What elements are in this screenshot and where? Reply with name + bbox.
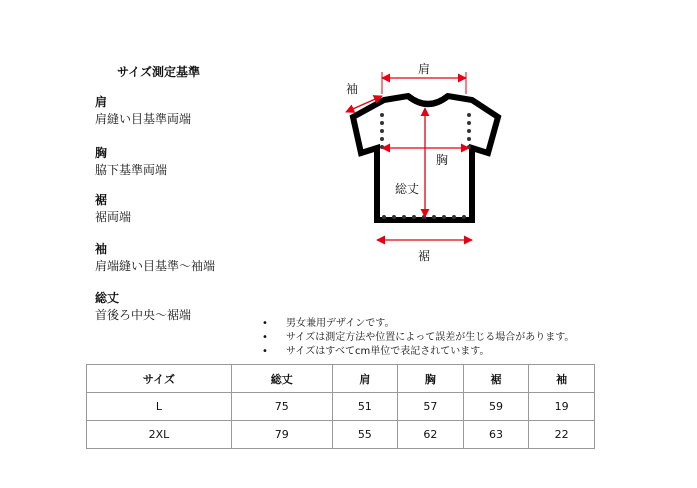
column-header: 裾 bbox=[463, 365, 529, 393]
legend-term: 胸 bbox=[95, 146, 108, 160]
column-header: サイズ bbox=[87, 365, 232, 393]
collar bbox=[408, 96, 448, 104]
legend-term: 裾 bbox=[95, 193, 108, 207]
label-chest: 胸 bbox=[436, 153, 449, 167]
note-item: • 男女兼用デザインです。 bbox=[262, 317, 574, 331]
legend-desc: 肩端縫い目基準～袖端 bbox=[95, 259, 216, 273]
column-header: 総丈 bbox=[231, 365, 332, 393]
legend-term: 肩 bbox=[95, 95, 108, 109]
table-header-row bbox=[87, 365, 595, 393]
label-shoulder: 肩 bbox=[418, 62, 431, 76]
table-cell: 62 bbox=[398, 421, 464, 449]
table-row bbox=[87, 421, 595, 449]
table-cell: L bbox=[87, 393, 232, 421]
table-cell: 19 bbox=[529, 393, 595, 421]
legend-term: 総丈 bbox=[95, 291, 120, 305]
legend-term: 袖 bbox=[95, 242, 108, 256]
table-cell: 57 bbox=[398, 393, 464, 421]
table-cell: 55 bbox=[332, 421, 398, 449]
note-item: • サイズはすべてcm単位で表記されています。 bbox=[262, 345, 574, 359]
label-hem: 裾 bbox=[418, 249, 431, 263]
legend-shoulder bbox=[95, 94, 191, 128]
note-item: • サイズは測定方法や位置によって誤差が生じる場合があります。 bbox=[262, 331, 574, 345]
table-cell: 79 bbox=[231, 421, 332, 449]
column-header: 肩 bbox=[332, 365, 398, 393]
legend-desc: 裾両端 bbox=[95, 210, 132, 224]
legend-desc: 首後ろ中央～裾端 bbox=[95, 308, 192, 322]
table-cell: 75 bbox=[231, 393, 332, 421]
legend-hem bbox=[95, 192, 131, 226]
table-row bbox=[87, 393, 595, 421]
legend-length bbox=[95, 290, 191, 324]
table-cell: 51 bbox=[332, 393, 398, 421]
column-header: 袖 bbox=[529, 365, 595, 393]
table-cell: 59 bbox=[463, 393, 529, 421]
table-cell: 22 bbox=[529, 421, 595, 449]
table-cell: 2XL bbox=[87, 421, 232, 449]
notes-list bbox=[262, 317, 574, 359]
size-title: サイズ測定基準 bbox=[117, 65, 201, 79]
table-cell: 63 bbox=[463, 421, 529, 449]
label-sleeve: 袖 bbox=[346, 82, 359, 96]
legend-desc: 脇下基準両端 bbox=[95, 163, 168, 177]
legend-sleeve bbox=[95, 241, 215, 275]
tshirt-diagram bbox=[340, 60, 510, 270]
legend-chest bbox=[95, 145, 167, 179]
size-table bbox=[86, 364, 595, 449]
column-header: 胸 bbox=[398, 365, 464, 393]
label-length: 総丈 bbox=[395, 182, 420, 196]
legend-desc: 肩縫い目基準両端 bbox=[95, 112, 192, 126]
